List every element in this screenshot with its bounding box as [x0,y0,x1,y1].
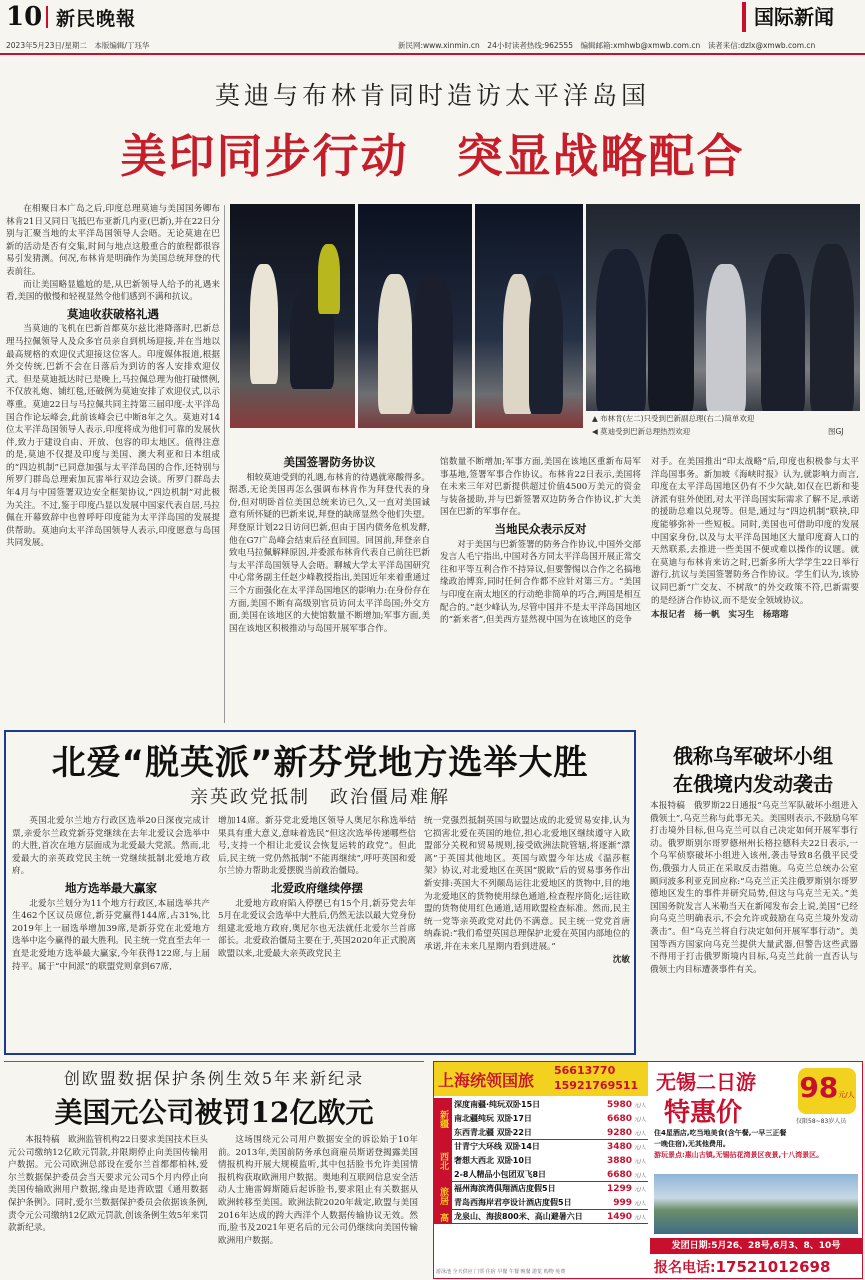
ireland-subhead-2: 北爱政府继续停摆 [271,880,363,895]
section-title: 国际新闻 [754,5,834,29]
ireland-col3-body: 统一党强烈抵制英国与欧盟达成的北爱贸易安排,认为它损害北爱在英国的地位,担心北爱地区继续遵守入欧盟部分关税和贸易规则,接受欧洲法院管辖,将逐渐“漂离”于英国其他地区。英国与欧盟今年达成《温莎框架》协议,对北爱地区在英国“脱欧”后的贸易事务作出新安排:英国大不列颠岛运往北爱地区的货物中,目的地为北爱地区的货物使用绿色通道,检查程序简化;运往欧盟的货物使用红色通道,适用欧盟检查标准。然而,民主统一党等亲英政党对此仍不满意。民主统一党党首唐纳森说:“我们希望英国总理保护北爱在英国内部地位的承诺,并在未来几星期内看到进展。” [424,816,630,952]
wuxi-deal: 特惠价 [664,1098,743,1128]
masthead [0,0,865,60]
ad-route-price: 5980 [606,1100,632,1110]
ad-route-price: 6680 [606,1170,632,1180]
photo-modi-arrival-2 [358,204,472,428]
gdpr-column-1 [8,1134,208,1276]
photo-modi-arrival-1 [230,204,355,428]
ad-route-row [454,1196,646,1210]
ad-region-label: 旅居 [434,1182,452,1210]
ireland-col2-body-2: 北爱地方政府陷入停摆已有15个月,新芬党去年5月在北爱议会选举中大胜后,仍然无法以最大党身份组建北爱地方政府,奥尼尔也无法就任北爱尔兰首席部长。北爱政治僵局主要在于,英国2020年正式脱离欧盟以来,北爱最大亲英政党民主 [218,898,416,959]
russia-headline-1: 俄称乌军破坏小组 [673,744,833,768]
wuxi-departure: 发团日期:5月26、28号,6月3、8、10号 [650,1238,862,1254]
lead-col2-body: 相较莫迪受到的礼遇,布林肯的待遇就寒酸得多。据悉,无论美国再怎么强调布林肯作为拜登代表的身份,但对明卧首位美国总统来访已久,又一直对美国诚意有所怀疑的巴新来说,拜登的缺席显然令他们失望。拜登原计划22日访问巴新,但由于国内债务危机发酵,他在G7广岛峰会结束后径直回国。回国前,拜登亲自致电马拉佩解释原因,并委派布林肯代表自己前往巴新与太平洋岛国领导人会晤。聊城大学太平洋岛国研究中心常务副主任赵少峰教授指出,美国近年来着重通过三个方面强化在太平洋岛国地区的影响力:在身份存在方面,美国不断有高级别官员访问太平洋岛国;外交方面,美国在该地区的大使馆数量不断增加;军事方面,美国在该地区积极推动与岛国开展军事合作。 [229,472,430,634]
wuxi-line-3: 游玩景点:惠山古镇,无锡拈花湾景区夜景,十八湾景区。 [654,1151,824,1159]
russia-headline-2: 在俄境内发动袭击 [673,772,833,796]
lead-subhead-1: 莫迪收获破格礼遇 [67,306,159,321]
gdpr-headline: 美国元公司被罚12亿欧元 [54,1096,374,1129]
ad-route-name: 青岛西海岸君亭设计酒店度假5日 [454,1198,572,1207]
ad-route-row [454,1154,646,1168]
photo-credit: 图GJ [828,427,844,436]
gdpr-col2-body: 这场围绕元公司用户数据安全的诉讼始于10年前。2013年,美国前防务承包商雇员斯诺登揭露美国情报机构开展大规模监听,其中包括脸书允许美国情报机构获取欧洲用户数据。奥地利互联网信息安全活动人士施雷姆斯随后起诉脸书,要求阻止有关数据从欧洲转移至美国。欧洲法院2020年裁定,欧盟与美国2016年达成的跨大西洋个人数据传输协议无效。然而,脸书及2021年更名后的元公司仍继续向美国传输欧洲用户数据。 [218,1135,418,1246]
ad-route-price: 1490 [606,1212,632,1222]
ireland-col1-body-2: 北爱尔兰划分为11个地方行政区,本届选举共产生462个区议员席位,新芬党赢得144席,占31%,比2019年上一届选举增加39席,是新芬党在北爱地方选举中迄今赢得的最大胜利。民主统一党直至去年一直是北爱地方选举最大赢家,今年获得122席,与上届持平。属于“中间派”的联盟党则拿到67席, [12,898,210,972]
ad-route-group [434,1098,648,1140]
ad-route-unit: 元/人 [634,1187,646,1193]
ad-route-name: 甘青宁大环线 双卧14日 [454,1142,540,1151]
ad-route-name: 2-8人精品小包团双飞8日 [454,1170,547,1179]
russia-column [650,800,858,1050]
contact-line: 新民网:www.xinmin.cn 24小时读者热线:962555 编辑邮箱:xmhwb@xmwb.com.cn 读者来信:dzlx@xmwb.com.cn [398,41,816,50]
ad-route-row [454,1210,646,1224]
ad-route-unit: 元/人 [634,1201,646,1207]
lead-column-3 [440,456,641,724]
ad-route-unit: 元/人 [634,1131,646,1137]
wuxi-price-badge [798,1068,856,1114]
ireland-column-3 [424,815,630,1050]
lead-subhead-3: 当地民众表示反对 [494,521,587,536]
ad-route-price: 6680 [606,1114,632,1124]
ad-wuxi-panel [650,1062,862,1278]
ireland-headline: 北爱“脱英派”新芬党地方选举大胜 [51,743,589,783]
section-rule [4,1061,424,1062]
ad-agency: 上海统领国旅 [438,1071,535,1090]
ireland-col1-body: 英国北爱尔兰地方行政区选举20日深夜完成计票,亲爱尔兰政党新芬党继续在去年北爱议会选举中的大胜,首次在地方层面成为北爱最大党派。然而,北爱最大的亲英政党民主统一党继续抵制北爱地方政府。 [12,816,210,877]
wuxi-price-unit: 元/人 [838,1091,855,1099]
gdpr-col1-body: 本报特稿 欧洲监管机构22日要求美国技术巨头元公司缴纳12亿欧元罚款,并限期停止向美国传输用户数据。元公司欧洲总部设在爱尔兰首都都柏林,爱尔兰数据保护委员会当天要求元公司5个月内停止向美国传输欧洲用户数据,缘由是违背欧盟《通用数据保护条例》。同时,爱尔兰数据保护委员会依据该条例,责令元公司缴纳12亿欧元罚款,创该条例生效5年来罚款新纪录。 [8,1135,208,1234]
russia-body: 本报特稿 俄罗斯22日通报“乌克兰军队破坏小组进入俄领土”,乌克兰称与此事无关。美国则表示,不鼓励乌军打击境外目标,但乌克兰可以自己决定如何开展军事行动。俄罗斯别尔哥罗德州州长格拉德科夫22日表示,一个乌军侦察破坏小组进入该州,袭击导致8名俄平民受伤,俄强力人员正在采取反击措施。乌克兰总统办公室顾问波多利亚克回应称:“乌克兰正关注俄罗斯别尔哥罗德地区发生的事件并研究局势,但这与乌克兰无关。”美国国务院发言人米勒当天在新闻发布会上说,美国“已经向乌克兰明确表示,不会允许或鼓励在乌克兰境外发动袭击”。但“乌克兰将自行决定如何开展军事行动”。美国等西方国家向乌克兰提供大量武器,但警告这些武器不得用于打击俄罗斯境内目标,乌克兰此前一直否认与俄领土内目标遭袭事件有关。 [650,801,858,975]
lead-col1-body: 当莫迪的飞机在巴新首都莫尔兹比港降落时,巴新总理马拉佩领导人及众多官员亲自到机场迎接,并在当地以最高规格的欢迎仪式迎接这位客人。印度媒体报道,根据外交传统,巴新不会在日落后为到访的客人安排欢迎仪式。但是莫迪抵达时已是晚上,马拉佩总理为他打破惯例,不仅放礼炮、铺红毯,还破例为莫迪安排了欢迎仪式,以示尊重。莫迪22日与马拉佩共同主持第三届印度-太平洋岛国合作论坛峰会,此前该峰会已中断8年之久。莫迪对14位太平洋岛国领导人表示,印度将成为他们可靠的发展伙伴,致力于建设自由、开放、包容的印太地区。值得注意的是,莫迪不仅提及印度与美国、澳大利亚和日本组成的“四边机制”已同意加强与太平洋岛国的合作,还特别与所罗门群岛总理索加瓦雷举行双边会谈。所罗门群岛去年4月与中国签署双边安全框架协议,“四边机制”对此极为关注。不过,鉴于印度凸显以发展中国家代表自居,马拉佩在开幕致辞中也曾呼吁印度能为太平洋岛国的发展提供帮助。莫迪向太平洋岛国领导人表示,印度愿意与岛国共同发展。 [6,324,220,549]
lead-kicker: 莫迪与布林肯同时造访太平洋岛国 [214,81,650,110]
gdpr-kicker: 创欧盟数据保护条例生效5年来新纪录 [63,1069,365,1088]
ad-route-unit: 元/人 [634,1103,646,1109]
page-number: 10 [6,2,43,32]
photo-caption-2: ◀ 莫迪受到巴新总理热烈欢迎 [592,427,691,436]
ad-route-price: 9280 [606,1128,632,1138]
ad-route-price: 999 [613,1198,632,1208]
ireland-column-2 [218,815,416,1050]
masthead-divider [46,6,48,28]
ad-header [434,1062,648,1096]
ireland-column-1 [12,815,210,1050]
ad-route-group [434,1140,648,1182]
ad-route-row [454,1112,646,1126]
lead-column-2 [229,456,430,724]
ad-region-label: 新疆 [434,1098,452,1140]
ad-route-name: 深度南疆·纯玩双卧15日 [454,1100,541,1109]
column-divider [224,205,225,723]
ad-route-name: 奢想大西北 双卧10日 [454,1156,532,1165]
ad-route-row [454,1182,646,1196]
lead-column-1 [6,203,220,725]
ad-route-price: 1299 [606,1184,632,1194]
ad-route-row [454,1140,646,1154]
ad-route-price: 3880 [606,1156,632,1166]
ad-route-unit: 元/人 [634,1173,646,1179]
wuxi-line-1: 住4星酒店,吃当地美食(含午餐,一早三正餐 [654,1129,787,1137]
ireland-subheadline: 亲英政党抵制 政治僵局难解 [190,787,450,808]
section-title-box [742,2,864,32]
lead-headline: 美印同步行动 突显战略配合 [120,129,745,183]
ad-phone-2: 15921769511 [554,1079,639,1092]
ad-route-group [434,1182,648,1210]
gdpr-column-2 [218,1134,418,1276]
wuxi-price-note: 仅限58~83岁人员 [796,1118,847,1125]
ireland-subhead-1: 地方选举最大赢家 [65,880,157,895]
wuxi-signup-label: 报名电话: [654,1260,716,1276]
ad-route-unit: 元/人 [634,1117,646,1123]
lead-subhead-2: 美国签署防务协议 [283,456,376,469]
travel-ad [433,1061,863,1279]
ad-route-name: 南北疆纯玩 双卧17日 [454,1114,532,1123]
lead-intro-2: 而让美国略显尴尬的是,从巴新领导人给予的礼遇来看,美国的傲慢和轻视显然令他们感到不满和抗议。 [6,279,220,303]
ireland-byline: 沈敏 [612,954,630,965]
ad-route-unit: 元/人 [634,1159,646,1165]
wuxi-signup [654,1257,830,1277]
wuxi-price: 98 [799,1071,839,1104]
lead-byline: 本报记者 杨一帆 实习生 杨瑢瑢 [651,610,789,621]
masthead-rule [0,53,865,55]
ad-route-name: 福州海滨湾俱翔酒店度假5日 [454,1184,556,1193]
ad-phone-1: 56613770 [554,1064,616,1077]
ad-route-row [454,1168,646,1182]
ad-route-unit: 元/人 [634,1215,646,1221]
lead-intro: 在相聚日本广岛之后,印度总理莫迪与美国国务卿布林肯21日又同日飞抵巴布亚新几内亚(巴新),并在22日分别与汇聚当地的太平洋岛国领导人会晤。无论莫迪在巴新的活动是否有交集,时间与地点这般重合的旅程都很容易引发猜测。何况,布林肯是明确作为美国总统拜登的代表前往。 [6,204,220,277]
photo-modi-arrival-3 [475,204,583,428]
wuxi-photo [654,1174,858,1234]
ad-route-row [454,1098,646,1112]
wuxi-line-2: 一晚住宿),无其他费用。 [654,1140,730,1148]
ad-region-label: 高 [434,1210,452,1224]
photo-blinken-arrival [586,204,860,411]
lead-column-4 [651,456,859,724]
lead-col4-body: 对手。在美国推出“印太战略”后,印度也积极参与太平洋岛国事务。新加坡《海峡时报》认为,就影响力而言,印度在太平洋岛国地区仍有不少欠缺,如仅在巴新和斐济派有驻外使团,对太平洋岛国实际需求了解不足,承诺的援助总难以兑现等。但是,通过与“四边机制”联袂,印度能够弥补一些短板。同时,美国也可借助印度的发展中国家身份,以及与太平洋岛国地区大量印度裔人口的天然联系,去推进一些美国不便或难以操作的议题。就在莫迪与布林肯来访之时,巴新多所大学学生22日举行游行,抗议与美国签署防务合作协议。学生们认为,该协议同巴新“广交友、不树敌”的外交政策不符,巴新需要的是经济合作协议,而不是安全领域协议。 [651,457,859,606]
ad-route-name: 东西青北疆 双卧22日 [454,1128,532,1137]
ad-route-unit: 元/人 [634,1145,646,1151]
wuxi-title: 无锡二日游 [656,1070,756,1094]
photo-caption-1: ▲ 布林肯(左二)只受到巴新副总理(右二)简单欢迎 [592,414,755,423]
ireland-col2-body: 增加14席。新芬党北爱地区领导人奥尼尔称选举结果具有重大意义,意味着选民“但这次选举传递哪些信号,支持一个相让北爱议会恢复运转的政党”。但此后,民主统一党仍然抵制“不能再继续”,呼吁英国和爱尔兰协力帮助北爱摆脱当前政治僵局。 [218,816,416,877]
ad-route-name: 龙泉山、海拔800米、高山避暑六日 [454,1212,583,1221]
ad-fine-print: 游泳池 全天供应 门票 住宿 早餐 午餐 晚餐 游览 购物 免费 [436,1269,566,1275]
lead-col3-body: 馆数量不断增加;军事方面,美国在该地区重新布局军事基地,签署军事合作协议。布林肯22日表示,美国将在未来三年对巴新提供超过价值4500万美元的资金与装备援助,并与巴新签署双边防务合作协议,扩大美国在巴新的军事存在。 [440,457,641,518]
ad-route-row [454,1126,646,1140]
paper-name: 新民晚報 [56,8,137,30]
date-line: 2023年5月23日/星期二 本版编辑/丁珏华 [6,41,150,50]
ad-route-price: 3480 [606,1142,632,1152]
lead-col3-body-2: 对于美国与巴新签署的防务合作协议,中国外交部发言人毛宁指出,中国对各方同太平洋岛国开展正常交往和平等互利合作不持异议,但要警惕以合作之名搞地缘政治博弈,同时任何合作都不应针对第三方。“美国与印度在南太地区的行动绝非简单的巧合,两国是相互配合的。”赵少峰认为,尽管中国并不是太平洋岛国地区的“新来者”,但美西方显然视中国为在该地区的竞争 [440,539,641,626]
ad-region-label: 西北 [434,1140,452,1182]
wuxi-signup-phone: 17521012698 [715,1258,831,1276]
ad-route-group [434,1210,648,1224]
